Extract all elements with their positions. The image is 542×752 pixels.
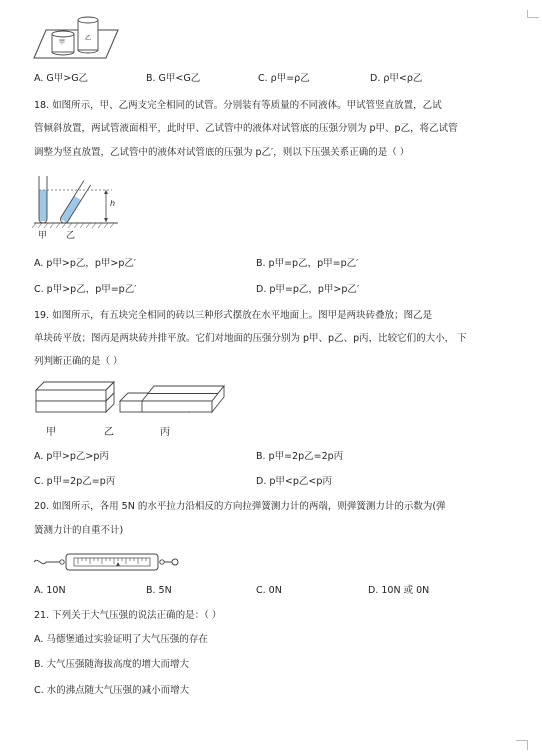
q19-option-a: A. p甲>p乙>p丙 <box>34 451 109 462</box>
q17-figure-label-yi: 乙 <box>85 35 92 42</box>
q21-question-line-1: 21. 下列关于大气压强的说法正确的是：（ ） <box>34 610 222 621</box>
q18-option-d: D. p甲=p乙，p甲>p乙′ <box>256 284 360 295</box>
q20-spring-scale-figure <box>32 548 182 578</box>
q18-test-tube-figure <box>32 170 132 232</box>
page-corner-mark-bottom <box>527 740 528 750</box>
q19-figure-label-jia: 甲 <box>46 427 56 438</box>
q21-option-a: A. 马德堡通过实验证明了大气压强的存在 <box>34 634 208 645</box>
q18-question-line-1: 18. 如图所示，甲、乙两支完全相同的试管。分别装有等质量的不同液体。甲试管竖直放置，乙试 <box>34 100 442 111</box>
q17-option-d: D. ρ甲<ρ乙 <box>370 73 423 84</box>
q18-option-c: C. p甲>p乙，p甲=p乙′ <box>34 284 137 295</box>
q19-question-line-3: 列判断正确的是（ ） <box>34 356 123 367</box>
page-corner-mark-top <box>527 17 539 18</box>
q17-option-b: B. G甲<G乙 <box>146 73 201 84</box>
q19-option-b: B. p甲=2p乙=2p丙 <box>256 451 344 462</box>
q19-figure-label-yi: 乙 <box>104 427 114 438</box>
q20-option-a: A. 10N <box>34 585 66 596</box>
q21-option-b: B. 大气压强随海拔高度的增大而增大 <box>34 659 190 670</box>
q19-figure-label-bing: 丙 <box>160 427 170 438</box>
q18-question-line-3: 调整为竖直放置，乙试管中的液体对试管底的压强为 p乙′，则以下压强关系正确的是（ ） <box>34 147 410 158</box>
q17-figure <box>32 8 122 64</box>
q17-figure-label-jia: 甲 <box>59 39 66 46</box>
q18-figure-label-h: h <box>110 199 116 208</box>
q18-figure-label-yi: 乙 <box>66 231 76 241</box>
q18-figure-label-jia: 甲 <box>38 231 48 241</box>
q19-question-line-2: 单块砖平放；图丙是两块砖并排平放。它们对地面的压强分别为 p甲、p乙、p丙，比较它们的大小， 下 <box>34 333 467 344</box>
page-corner-mark-bottom <box>516 740 528 741</box>
q19-option-c: C. p甲=2p乙=p丙 <box>34 476 116 487</box>
q17-option-c: C. ρ甲=ρ乙 <box>258 73 310 84</box>
q20-option-d: D. 10N 或 0N <box>368 585 430 596</box>
q20-option-c: C. 0N <box>256 585 282 596</box>
q18-option-b: B. p甲=p乙，p甲=p乙′ <box>256 258 359 269</box>
q17-option-a: A. G甲>G乙 <box>34 73 89 84</box>
q18-question-line-2: 管倾斜放置，两试管液面相平，此时甲、乙试管中的液体对试管底的压强分别为 p甲、p乙，将乙试管 <box>34 123 458 134</box>
q18-option-a: A. p甲>p乙，p甲>p乙′ <box>34 258 137 269</box>
q19-question-line-1: 19. 如图所示，有五块完全相同的砖以三种形式摆放在水平地面上。图甲是两块砖叠放；图乙是 <box>34 310 433 321</box>
q20-question-line-2: 簧测力计的自重不计) <box>34 525 124 536</box>
q21-option-c: C. 水的沸点随大气压强的减小而增大 <box>34 685 190 696</box>
q20-question-line-1: 20. 如图所示，各用 5N 的水平拉力沿相反的方向拉弹簧测力计的两端，则弹簧测力计的示数为(弹 <box>34 501 446 512</box>
q19-bricks-figure-bing <box>138 378 228 428</box>
q20-option-b: B. 5N <box>146 585 172 596</box>
q19-option-d: D. p甲<p乙<p丙 <box>256 476 332 487</box>
